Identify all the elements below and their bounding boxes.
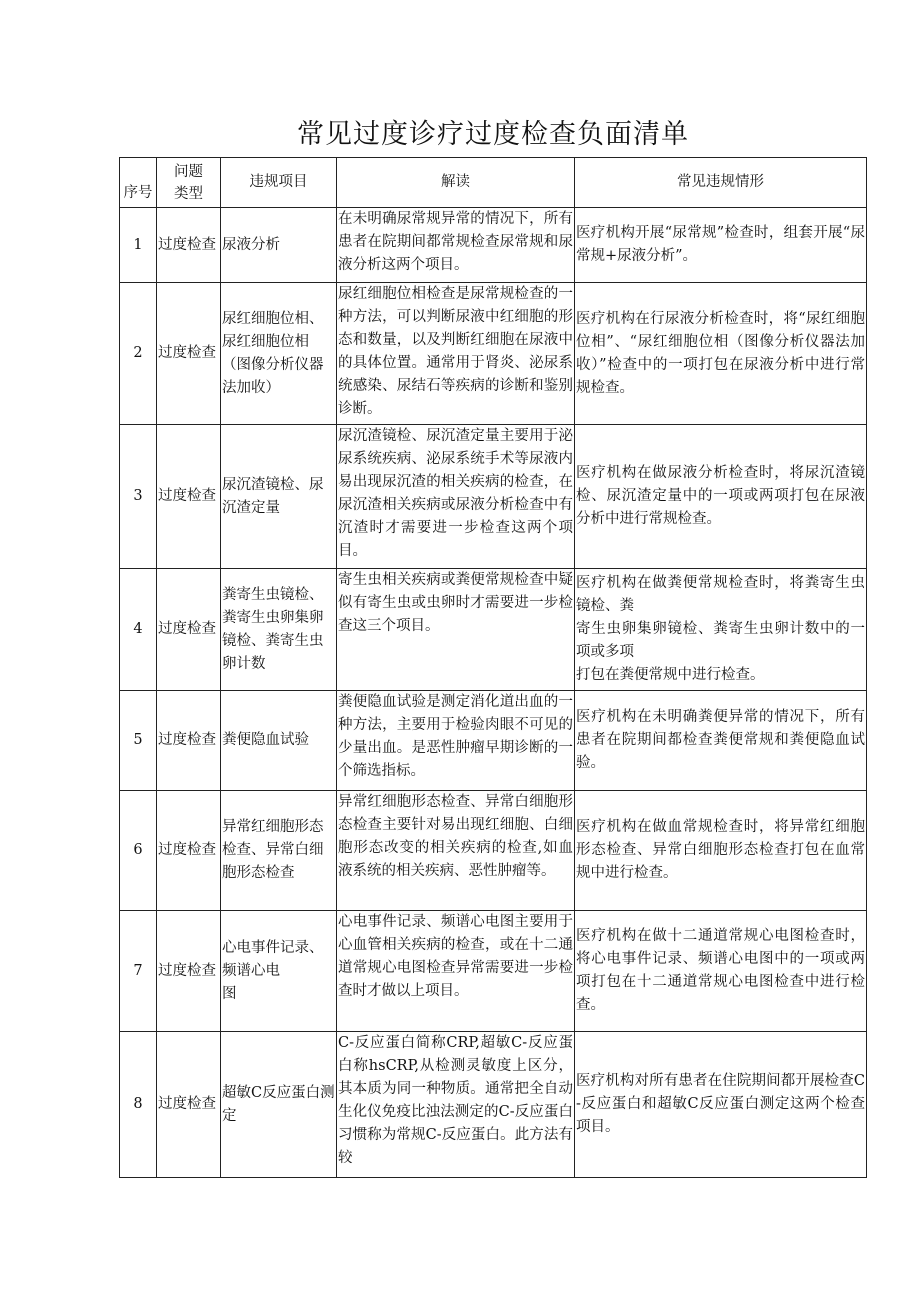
row-common-violation-line: 打包在粪便常规中进行检查。 — [576, 667, 765, 683]
table-row — [120, 208, 867, 283]
row-common-violation-line: 医疗机构在做粪便常规检查时，将粪寄生虫镜检、粪 — [576, 575, 865, 614]
row-violation-item: 尿沉渣镜检、尿沉渣定量 — [221, 425, 337, 569]
header-issue-type-line1: 问题 — [174, 163, 203, 180]
row-interpretation: 粪便隐血试验是测定消化道出血的一种方法，主要用于检验肉眼不可见的少量出血。是恶性肿瘤早期诊断的一个筛选指标。 — [337, 691, 575, 791]
page-title: 常见过度诊疗过度检查负面清单 — [297, 119, 689, 150]
row-issue-type: 过度检查 — [157, 1032, 221, 1178]
row-serial-no: 8 — [120, 1032, 157, 1178]
header-common-violation: 常见违规情形 — [575, 158, 867, 208]
row-issue-type: 过度检查 — [157, 569, 221, 691]
row-violation-item: 超敏C反应蛋白测定 — [221, 1032, 337, 1178]
header-violation-item: 违规项目 — [221, 158, 337, 208]
row-serial-no: 2 — [120, 283, 157, 425]
table-row — [120, 1032, 867, 1178]
header-issue-type — [157, 158, 221, 208]
table-row — [120, 425, 867, 569]
row-violation-item: 尿红细胞位相、尿红细胞位相（图像分析仪器法加收） — [221, 283, 337, 425]
row-issue-type: 过度检查 — [157, 911, 221, 1032]
row-serial-no: 1 — [120, 208, 157, 283]
header-serial-no: 序号 — [120, 158, 157, 208]
row-common-violation: 医疗机构在行尿液分析检查时，将“尿红细胞位相”、“尿红细胞位相（图像分析仪器法加收）”检查中的一项打包在尿液分析中进行常规检查。 — [575, 283, 867, 425]
row-common-violation — [575, 569, 867, 691]
row-interpretation: 尿红细胞位相检查是尿常规检查的一种方法，可以判断尿液中红细胞的形态和数量，以及判断红细胞在尿液中的具体位置。通常用于肾炎、泌尿系统感染、尿结石等疾病的诊断和鉴别诊断。 — [337, 283, 575, 425]
table-row — [120, 569, 867, 691]
row-issue-type: 过度检查 — [157, 691, 221, 791]
row-common-violation: 医疗机构开展“尿常规”检查时，组套开展“尿常规+尿液分析”。 — [575, 208, 867, 283]
row-violation-item: 异常红细胞形态检查、异常白细胞形态检查 — [221, 791, 337, 911]
row-common-violation: 医疗机构在做十二通道常规心电图检查时，将心电事件记录、频谱心电图中的一项或两项打包在十二通道常规心电图检查中进行检查。 — [575, 911, 867, 1032]
row-interpretation: 异常红细胞形态检查、异常白细胞形态检查主要针对易出现红细胞、白细胞形态改变的相关疾病的检查,如血液系统的相关疾病、恶性肿瘤等。 — [337, 791, 575, 911]
row-violation-item-line: 图 — [222, 985, 237, 1002]
table-row — [120, 691, 867, 791]
row-interpretation: 心电事件记录、频谱心电图主要用于心血管相关疾病的检查，或在十二通道常规心电图检查异常需要进一步检查时才做以上项目。 — [337, 911, 575, 1032]
row-issue-type: 过度检查 — [157, 208, 221, 283]
row-issue-type: 过度检查 — [157, 283, 221, 425]
row-common-violation: 医疗机构在做血常规检查时，将异常红细胞形态检查、异常白细胞形态检查打包在血常规中进行检查。 — [575, 791, 867, 911]
row-serial-no: 5 — [120, 691, 157, 791]
row-serial-no: 6 — [120, 791, 157, 911]
row-interpretation: 尿沉渣镜检、尿沉渣定量主要用于泌尿系统疾病、泌尿系统手术等尿液内易出现尿沉渣的相关疾病的检查，在尿沉渣相关疾病或尿液分析检查中有沉渣时才需要进一步检查这两个项目。 — [337, 425, 575, 569]
row-violation-item: 粪便隐血试验 — [221, 691, 337, 791]
row-common-violation: 医疗机构在未明确粪便异常的情况下，所有患者在院期间都检查粪便常规和粪便隐血试验。 — [575, 691, 867, 791]
row-violation-item-line: 心电事件记录、 — [222, 939, 324, 956]
table-row — [120, 911, 867, 1032]
row-violation-item: 粪寄生虫镜检、粪寄生虫卵集卵镜检、粪寄生虫卵计数 — [221, 569, 337, 691]
table-row — [120, 791, 867, 911]
row-interpretation: 寄生虫相关疾病或粪便常规检查中疑似有寄生虫或虫卵时才需要进一步检查这三个项目。 — [337, 569, 575, 691]
row-common-violation: 医疗机构对所有患者在住院期间都开展检查C-反应蛋白和超敏C反应蛋白测定这两个检查项目。 — [575, 1032, 867, 1178]
row-serial-no: 4 — [120, 569, 157, 691]
row-serial-no: 3 — [120, 425, 157, 569]
row-common-violation: 医疗机构在做尿液分析检查时，将尿沉渣镜检、尿沉渣定量中的一项或两项打包在尿液分析中进行常规检查。 — [575, 425, 867, 569]
negative-list-table — [119, 157, 867, 1178]
header-interpretation: 解读 — [337, 158, 575, 208]
row-violation-item — [221, 911, 337, 1032]
row-interpretation: 在未明确尿常规异常的情况下，所有患者在院期间都常规检查尿常规和尿液分析这两个项目。 — [337, 208, 575, 283]
row-issue-type: 过度检查 — [157, 425, 221, 569]
table-row — [120, 283, 867, 425]
header-issue-type-line2: 类型 — [174, 185, 203, 202]
row-serial-no: 7 — [120, 911, 157, 1032]
table-header-row — [120, 158, 867, 208]
row-common-violation-line: 寄生虫卵集卵镜检、粪寄生虫卵计数中的一项或多项 — [576, 621, 865, 660]
row-violation-item-line: 频谱心电 — [222, 962, 280, 979]
row-issue-type: 过度检查 — [157, 791, 221, 911]
row-violation-item: 尿液分析 — [221, 208, 337, 283]
row-interpretation: C-反应蛋白简称CRP,超敏C-反应蛋白称hsCRP,从检测灵敏度上区分，其本质为同一种物质。通常把全自动生化仪免疫比浊法测定的C-反应蛋白习惯称为常规C-反应蛋白。此方法有较 — [337, 1032, 575, 1178]
